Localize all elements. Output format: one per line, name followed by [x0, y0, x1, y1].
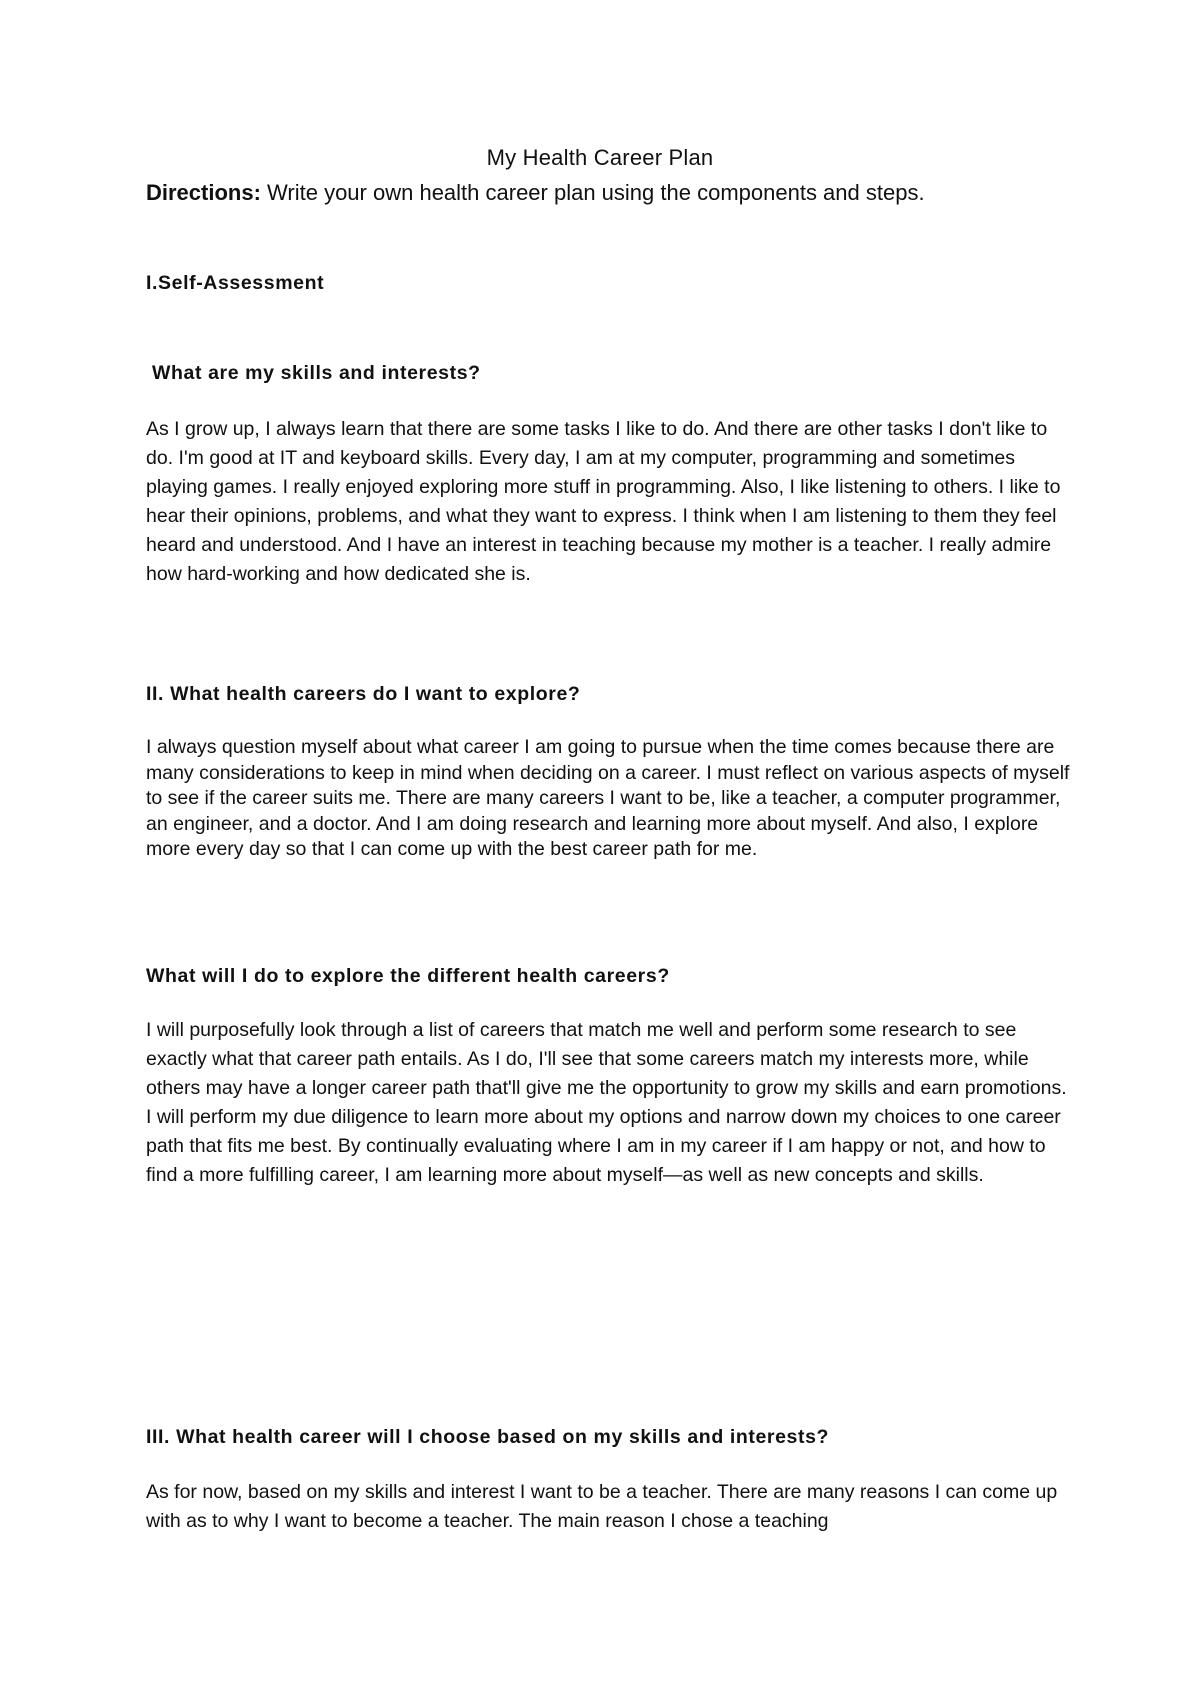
- document-title: My Health Career Plan: [486, 145, 714, 170]
- self-assessment-heading: I.Self-Assessment: [146, 272, 325, 294]
- explore-heading: II. What health careers do I want to explore?: [146, 683, 581, 705]
- choose-answer: As for now, based on my skills and interest I want to be a teacher. There are many reasons I can come up with as to why I want to become a teacher. The main reason I chose a teaching: [146, 1481, 1058, 1532]
- directions-line: [146, 178, 1076, 208]
- choose-heading: III. What health career will I choose based on my skills and interests?: [146, 1426, 830, 1448]
- skills-question: What are my skills and interests?: [152, 362, 481, 384]
- explore-how-answer: I will purposefully look through a list of careers that match me well and perform some research to see exactly what that career path entails. As I do, I'll see that some careers match my interests more, while others may have a longer career path that'll give me the opportunity to grow my skills and earn promotions. I will perform my due diligence to learn more about my options and narrow down my choices to one career path that fits me best. By continually evaluating where I am in my career if I am happy or not, and how to find a more fulfilling career, I am learning more about myself—as well as new concepts and skills.: [146, 1019, 1067, 1186]
- explore-answer: I always question myself about what career I am going to pursue when the time comes because there are many considerations to keep in mind when deciding on a career. I must reflect on various aspects of myself to see if the career suits me. There are many careers I want to be, like a teacher, a computer programmer, an engineer, and a doctor. And I am doing research and learning more about myself. And also, I explore more every day so that I can come up with the best career path for me.: [146, 736, 1070, 860]
- directions-label: Directions:: [146, 180, 261, 205]
- explore-how-question: What will I do to explore the different health careers?: [146, 965, 670, 987]
- directions-text: Write your own health career plan using the components and steps.: [260, 180, 925, 205]
- skills-answer: As I grow up, I always learn that there are some tasks I like to do. And there are other tasks I don't like to do. I'm good at IT and keyboard skills. Every day, I am at my computer, programming and sometimes playing games. I really enjoyed exploring more stuff in programming. Also, I like listening to others. I like to hear their opinions, problems, and what they want to express. I think when I am listening to them they feel heard and understood. And I have an interest in teaching because my mother is a teacher. I really admire how hard-working and how dedicated she is.: [146, 418, 1061, 585]
